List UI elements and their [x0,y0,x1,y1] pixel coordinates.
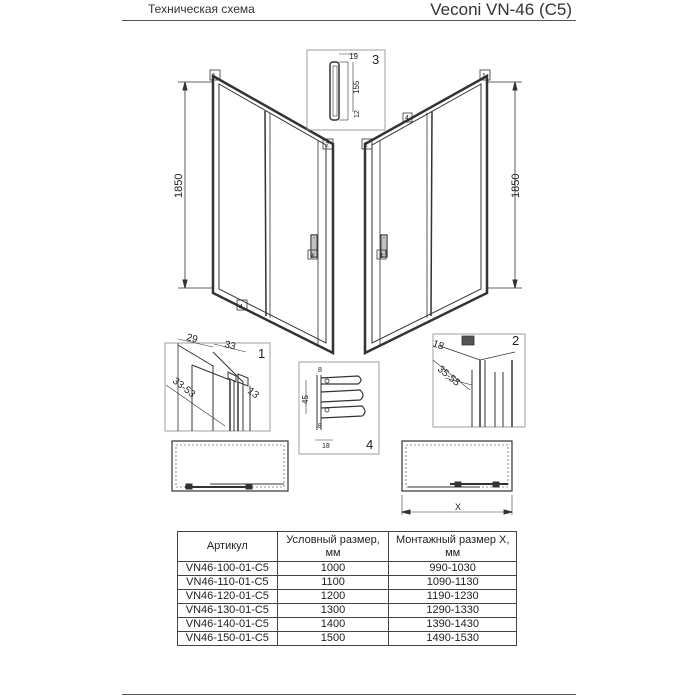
spec-table [177,531,517,646]
detail-2-dim-a: 18 [430,338,446,353]
cell-nominal-size: 1400 [277,618,389,632]
detail-1-number: 1 [258,346,266,361]
cell-article: VN46-140-01-C5 [178,618,278,632]
cell-mounting-size: 1390-1430 [389,618,517,632]
callout-right-corner: 2 [364,142,368,149]
detail-1-dim-a: 29 [185,332,199,346]
mounting-width-label: X [455,502,462,512]
detail-4-dim-width: 18 [322,443,330,450]
cell-article: VN46-100-01-C5 [178,562,278,576]
table-header-row [178,532,517,562]
detail-3-number: 3 [372,52,380,67]
callout-left-top: 1 [212,73,216,80]
left-height-label: 1850 [173,173,185,198]
cell-mounting-size: 1490-1530 [389,632,517,646]
detail-2-dim-b: 35-55 [435,363,462,389]
callout-left-handle: 3 [310,253,314,260]
detail-1-dim-d: 13 [245,385,261,402]
cell-mounting-size: 990-1030 [389,562,517,576]
cell-mounting-size: 1190-1230 [389,590,517,604]
plan-view-left [172,441,288,491]
cell-mounting-size: 1290-1330 [389,604,517,618]
callout-right-handle: 3 [379,253,383,260]
table-row [178,618,517,632]
cell-nominal-size: 1500 [277,632,389,646]
footer-divider [122,694,576,695]
detail-4-dim-bottom: 8 [318,423,322,430]
cell-nominal-size: 1000 [277,562,389,576]
cell-mounting-size: 1090-1130 [389,576,517,590]
detail-4-dim-top: 8 [318,367,322,374]
cell-nominal-size: 1300 [277,604,389,618]
detail-3-dim-length: 155 [352,80,361,94]
cell-article: VN46-110-01-C5 [178,576,278,590]
detail-3-dim-width: 19 [349,52,358,61]
model-title: Veconi VN-46 (C5) [430,0,572,19]
right-height-label: 1850 [510,173,522,198]
detail-4-dim-height: 45 [301,395,310,404]
callout-right-hinge: 4 [405,115,409,122]
column-header-article: Артикул [178,532,278,562]
cell-nominal-size: 1100 [277,576,389,590]
callout-right-top: 1 [482,73,486,80]
left-door-panel [210,70,333,353]
table-row [178,632,517,646]
cell-article: VN46-120-01-C5 [178,590,278,604]
table-row [178,604,517,618]
detail-3-dim-depth: 12 [354,110,361,118]
table-row [178,590,517,604]
callout-left-corner: 2 [325,142,329,149]
table-row [178,576,517,590]
cell-article: VN46-130-01-C5 [178,604,278,618]
callout-left-hinge: 4 [239,304,243,311]
column-header-mounting-size: Монтажный размер X, мм [389,532,517,562]
sheet-title: Техническая схема [148,2,255,16]
detail-1-dim-c: 33-53 [170,375,198,401]
detail-4-number: 4 [366,437,374,452]
detail-2-number: 2 [512,333,520,348]
cell-article: VN46-150-01-C5 [178,632,278,646]
table-row [178,562,517,576]
detail-1-dim-b: 33 [223,339,237,353]
right-door-panel [362,70,490,353]
column-header-nominal-size: Условный размер, мм [277,532,389,562]
cell-nominal-size: 1200 [277,590,389,604]
